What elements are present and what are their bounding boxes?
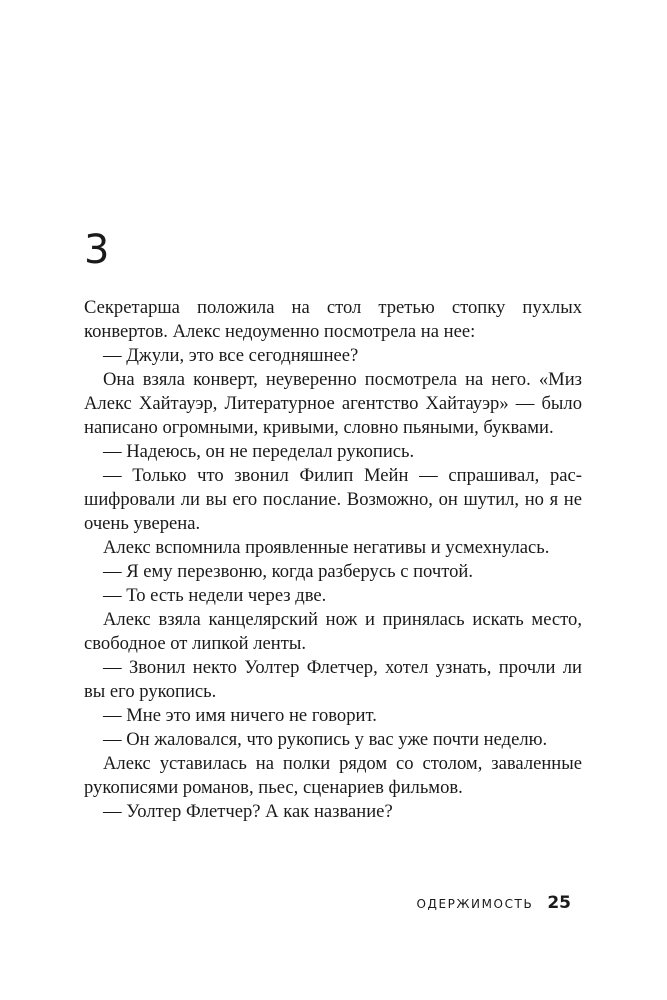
paragraph: — То есть недели через две. — [103, 585, 327, 606]
paragraph: — Он жаловался, что рукопись у вас уже почти неделю. — [103, 729, 548, 750]
paragraph: — Звонил некто Уолтер Флетчер, хотел узнать, прочли ли вы его рукопись. — [84, 657, 582, 702]
paragraph: — Уолтер Флетчер? А как название? — [103, 801, 393, 822]
paragraph: Алекс уставилась на полки рядом со столом, заваленные рукописями романов, пьес, сценариев фильмов. — [84, 753, 582, 798]
paragraph: — Джули, это все сегодняшнее? — [103, 345, 359, 366]
paragraph: — Только что звонил Филип Мейн — спрашивал, расшифровали ли вы его послание. Возможно, он шутил, но я не очень уверена. — [84, 465, 582, 534]
page-footer — [416, 893, 571, 913]
paragraph: Алекс вспомнила проявленные негативы и усмехнулась. — [103, 537, 550, 558]
body-text — [84, 296, 582, 824]
paragraph: — Надеюсь, он не переделал рукопись. — [103, 441, 415, 462]
chapter-number: 3 — [84, 227, 110, 273]
running-title: ОДЕРЖИМОСТЬ — [416, 897, 534, 911]
paragraph: — Мне это имя ничего не говорит. — [103, 705, 377, 726]
paragraph: — Я ему перезвоню, когда разберусь с почтой. — [103, 561, 474, 582]
paragraph: Секретарша положила на стол третью стопку пухлых конвертов. Алекс недоуменно посмотрела на нее: — [84, 297, 582, 342]
paragraph: Она взяла конверт, неуверенно посмотрела на него. «Миз Алекс Хайтауэр, Литературное агентство Хайтауэр» — было написано огромными, кривыми, словно пьяными, буквами. — [84, 369, 582, 438]
paragraph: Алекс взяла канцелярский нож и принялась искать место, свободное от липкой ленты. — [84, 609, 582, 654]
page-number: 25 — [547, 893, 571, 913]
